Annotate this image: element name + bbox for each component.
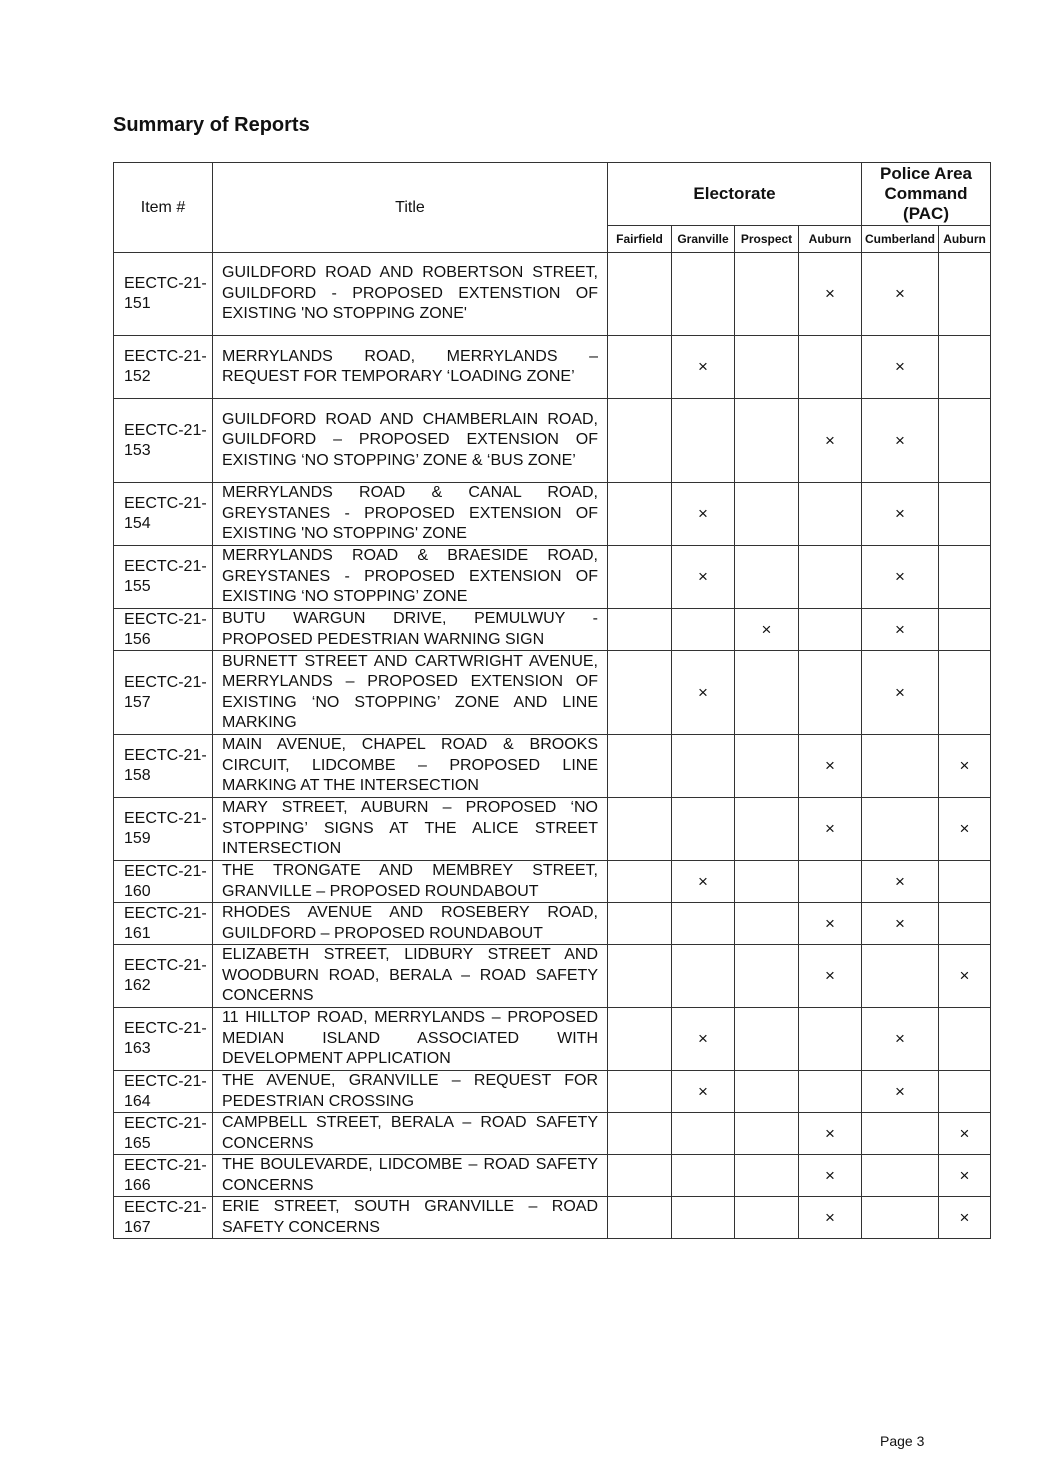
mark-cell <box>608 1113 672 1155</box>
mark-cell <box>862 798 939 861</box>
mark-cell <box>862 945 939 1008</box>
pac-header: Police Area Command (PAC) <box>862 163 991 226</box>
cross-mark-icon: × <box>895 567 905 586</box>
cross-mark-icon: × <box>698 682 708 702</box>
mark-cell <box>939 861 991 903</box>
table-row <box>114 1197 991 1239</box>
cross-mark-icon: × <box>825 1123 835 1143</box>
column-header-auburn-electorate: Auburn <box>799 226 862 253</box>
table-row <box>114 1071 991 1113</box>
mark-cell <box>862 253 939 336</box>
mark-cell <box>608 609 672 651</box>
report-title: BURNETT STREET AND CARTWRIGHT AVENUE, MERRYLANDS – PROPOSED EXTENSION OF EXISTING ‘NO STOPPING’ ZONE AND LINE MARKING <box>213 651 608 735</box>
report-title: MERRYLANDS ROAD, MERRYLANDS – REQUEST FOR TEMPORARY ‘LOADING ZONE’ <box>213 336 608 399</box>
mark-cell <box>799 1071 862 1113</box>
mark-cell <box>735 651 799 735</box>
mark-cell <box>939 651 991 735</box>
item-number: EECTC-21-157 <box>114 651 213 735</box>
cross-mark-icon: × <box>895 504 905 523</box>
table-row <box>114 945 991 1008</box>
table-row <box>114 399 991 483</box>
mark-cell <box>862 1113 939 1155</box>
cross-mark-icon: × <box>698 1029 708 1048</box>
mark-cell <box>608 903 672 945</box>
mark-cell <box>608 945 672 1008</box>
item-number: EECTC-21-162 <box>114 945 213 1008</box>
column-header-granville: Granville <box>672 226 735 253</box>
mark-cell <box>735 609 799 651</box>
mark-cell <box>608 651 672 735</box>
item-number: EECTC-21-152 <box>114 336 213 399</box>
mark-cell <box>672 1071 735 1113</box>
mark-cell <box>672 546 735 609</box>
item-number: EECTC-21-154 <box>114 483 213 546</box>
mark-cell <box>799 609 862 651</box>
cross-mark-icon: × <box>761 619 772 639</box>
table-row <box>114 609 991 651</box>
electorate-header: Electorate <box>608 163 862 226</box>
column-header-fairfield: Fairfield <box>608 226 672 253</box>
mark-cell <box>799 945 862 1008</box>
table-row <box>114 1155 991 1197</box>
cross-mark-icon: × <box>895 871 905 891</box>
item-number: EECTC-21-151 <box>114 253 213 336</box>
mark-cell <box>799 903 862 945</box>
report-title: GUILDFORD ROAD AND ROBERTSON STREET, GUILDFORD - PROPOSED EXTENSTION OF EXISTING 'NO STOPPING ZONE' <box>213 253 608 336</box>
mark-cell <box>735 336 799 399</box>
table-row <box>114 1008 991 1071</box>
mark-cell <box>862 1071 939 1113</box>
cross-mark-icon: × <box>959 1123 970 1143</box>
table-body <box>114 253 991 1239</box>
item-header: Item # <box>114 163 213 253</box>
mark-cell <box>862 483 939 546</box>
item-number: EECTC-21-159 <box>114 798 213 861</box>
cross-mark-icon: × <box>698 567 708 586</box>
mark-cell <box>939 1113 991 1155</box>
cross-mark-icon: × <box>825 1207 835 1227</box>
mark-cell <box>939 609 991 651</box>
mark-cell <box>608 399 672 483</box>
cross-mark-icon: × <box>959 819 970 838</box>
mark-cell <box>939 546 991 609</box>
mark-cell <box>672 861 735 903</box>
mark-cell <box>799 651 862 735</box>
cross-mark-icon: × <box>698 1081 708 1101</box>
mark-cell <box>735 945 799 1008</box>
table-row <box>114 798 991 861</box>
mark-cell <box>608 483 672 546</box>
column-header-prospect: Prospect <box>735 226 799 253</box>
report-title: ELIZABETH STREET, LIDBURY STREET AND WOODBURN ROAD, BERALA – ROAD SAFETY CONCERNS <box>213 945 608 1008</box>
cross-mark-icon: × <box>895 619 905 639</box>
table-row <box>114 735 991 798</box>
item-number: EECTC-21-165 <box>114 1113 213 1155</box>
report-title: 11 HILLTOP ROAD, MERRYLANDS – PROPOSED MEDIAN ISLAND ASSOCIATED WITH DEVELOPMENT APPLICATION <box>213 1008 608 1071</box>
mark-cell <box>735 1155 799 1197</box>
mark-cell <box>608 1197 672 1239</box>
mark-cell <box>939 1197 991 1239</box>
mark-cell <box>799 1197 862 1239</box>
mark-cell <box>735 861 799 903</box>
table-row <box>114 546 991 609</box>
mark-cell <box>735 399 799 483</box>
mark-cell <box>799 861 862 903</box>
mark-cell <box>862 546 939 609</box>
mark-cell <box>862 399 939 483</box>
mark-cell <box>939 1071 991 1113</box>
mark-cell <box>799 253 862 336</box>
table-row <box>114 1113 991 1155</box>
item-number: EECTC-21-166 <box>114 1155 213 1197</box>
mark-cell <box>939 336 991 399</box>
table-row <box>114 903 991 945</box>
title-header: Title <box>213 163 608 253</box>
report-title: GUILDFORD ROAD AND CHAMBERLAIN ROAD, GUILDFORD – PROPOSED EXTENSION OF EXISTING ‘NO STOPPING’ ZONE & ‘BUS ZONE’ <box>213 399 608 483</box>
cross-mark-icon: × <box>698 357 708 376</box>
mark-cell <box>799 1155 862 1197</box>
mark-cell <box>939 903 991 945</box>
mark-cell <box>799 798 862 861</box>
mark-cell <box>672 798 735 861</box>
mark-cell <box>939 1155 991 1197</box>
mark-cell <box>799 483 862 546</box>
mark-cell <box>672 945 735 1008</box>
mark-cell <box>735 1197 799 1239</box>
cross-mark-icon: × <box>825 966 835 985</box>
mark-cell <box>672 399 735 483</box>
page-title: Summary of Reports <box>113 114 310 136</box>
mark-cell <box>939 253 991 336</box>
cross-mark-icon: × <box>895 682 905 702</box>
mark-cell <box>672 1008 735 1071</box>
item-number: EECTC-21-155 <box>114 546 213 609</box>
mark-cell <box>735 798 799 861</box>
mark-cell <box>799 336 862 399</box>
cross-mark-icon: × <box>698 504 708 523</box>
report-title: MAIN AVENUE, CHAPEL ROAD & BROOKS CIRCUIT, LIDCOMBE – PROPOSED LINE MARKING AT THE INTERSECTION <box>213 735 608 798</box>
column-header-auburn-pac: Auburn <box>939 226 991 253</box>
mark-cell <box>672 903 735 945</box>
mark-cell <box>672 336 735 399</box>
table-row <box>114 861 991 903</box>
cross-mark-icon: × <box>825 756 835 775</box>
table-row <box>114 651 991 735</box>
mark-cell <box>862 651 939 735</box>
item-number: EECTC-21-163 <box>114 1008 213 1071</box>
cross-mark-icon: × <box>895 357 905 376</box>
mark-cell <box>672 651 735 735</box>
mark-cell <box>735 1008 799 1071</box>
cross-mark-icon: × <box>825 430 835 450</box>
cross-mark-icon: × <box>959 1207 970 1227</box>
mark-cell <box>862 1155 939 1197</box>
mark-cell <box>608 1155 672 1197</box>
cross-mark-icon: × <box>825 1165 835 1185</box>
mark-cell <box>735 903 799 945</box>
item-number: EECTC-21-153 <box>114 399 213 483</box>
mark-cell <box>735 735 799 798</box>
mark-cell <box>608 1071 672 1113</box>
mark-cell <box>862 609 939 651</box>
cross-mark-icon: × <box>959 756 970 775</box>
report-title: MERRYLANDS ROAD & CANAL ROAD, GREYSTANES - PROPOSED EXTENSION OF EXISTING 'NO STOPPING' ZONE <box>213 483 608 546</box>
mark-cell <box>608 253 672 336</box>
cross-mark-icon: × <box>895 430 905 450</box>
mark-cell <box>799 735 862 798</box>
table-row <box>114 483 991 546</box>
mark-cell <box>608 735 672 798</box>
mark-cell <box>939 945 991 1008</box>
mark-cell <box>608 1008 672 1071</box>
mark-cell <box>672 1197 735 1239</box>
report-title: MARY STREET, AUBURN – PROPOSED ‘NO STOPPING’ SIGNS AT THE ALICE STREET INTERSECTION <box>213 798 608 861</box>
item-number: EECTC-21-167 <box>114 1197 213 1239</box>
mark-cell <box>608 336 672 399</box>
mark-cell <box>735 483 799 546</box>
item-number: EECTC-21-164 <box>114 1071 213 1113</box>
report-title: MERRYLANDS ROAD & BRAESIDE ROAD, GREYSTANES - PROPOSED EXTENSION OF EXISTING ‘NO STOPPING’ ZONE <box>213 546 608 609</box>
mark-cell <box>939 798 991 861</box>
mark-cell <box>862 903 939 945</box>
mark-cell <box>672 1113 735 1155</box>
mark-cell <box>735 546 799 609</box>
mark-cell <box>608 798 672 861</box>
mark-cell <box>939 483 991 546</box>
mark-cell <box>608 861 672 903</box>
mark-cell <box>735 1113 799 1155</box>
report-title: THE AVENUE, GRANVILLE – REQUEST FOR PEDESTRIAN CROSSING <box>213 1071 608 1113</box>
item-number: EECTC-21-160 <box>114 861 213 903</box>
cross-mark-icon: × <box>825 913 835 933</box>
mark-cell <box>672 483 735 546</box>
mark-cell <box>862 1197 939 1239</box>
column-header-cumberland: Cumberland <box>862 226 939 253</box>
report-title: RHODES AVENUE AND ROSEBERY ROAD, GUILDFORD – PROPOSED ROUNDABOUT <box>213 903 608 945</box>
mark-cell <box>862 735 939 798</box>
cross-mark-icon: × <box>895 913 905 933</box>
mark-cell <box>672 1155 735 1197</box>
cross-mark-icon: × <box>895 1081 905 1101</box>
mark-cell <box>799 1113 862 1155</box>
report-title: CAMPBELL STREET, BERALA – ROAD SAFETY CONCERNS <box>213 1113 608 1155</box>
mark-cell <box>939 1008 991 1071</box>
report-title: ERIE STREET, SOUTH GRANVILLE – ROAD SAFETY CONCERNS <box>213 1197 608 1239</box>
report-title: BUTU WARGUN DRIVE, PEMULWUY - PROPOSED PEDESTRIAN WARNING SIGN <box>213 609 608 651</box>
mark-cell <box>939 735 991 798</box>
cross-mark-icon: × <box>698 871 708 891</box>
mark-cell <box>672 735 735 798</box>
mark-cell <box>735 253 799 336</box>
summary-table <box>113 162 991 1239</box>
report-title: THE TRONGATE AND MEMBREY STREET, GRANVILLE – PROPOSED ROUNDABOUT <box>213 861 608 903</box>
mark-cell <box>799 1008 862 1071</box>
cross-mark-icon: × <box>895 1029 905 1048</box>
item-number: EECTC-21-158 <box>114 735 213 798</box>
mark-cell <box>862 336 939 399</box>
mark-cell <box>862 861 939 903</box>
mark-cell <box>672 609 735 651</box>
table-row <box>114 253 991 336</box>
cross-mark-icon: × <box>895 284 905 303</box>
report-title: THE BOULEVARDE, LIDCOMBE – ROAD SAFETY CONCERNS <box>213 1155 608 1197</box>
mark-cell <box>939 399 991 483</box>
mark-cell <box>608 546 672 609</box>
cross-mark-icon: × <box>825 819 835 838</box>
cross-mark-icon: × <box>825 284 835 303</box>
mark-cell <box>735 1071 799 1113</box>
cross-mark-icon: × <box>959 966 970 985</box>
mark-cell <box>799 546 862 609</box>
mark-cell <box>799 399 862 483</box>
cross-mark-icon: × <box>959 1165 970 1185</box>
page-number: Page 3 <box>880 1433 925 1449</box>
mark-cell <box>672 253 735 336</box>
mark-cell <box>862 1008 939 1071</box>
item-number: EECTC-21-161 <box>114 903 213 945</box>
table-row <box>114 336 991 399</box>
item-number: EECTC-21-156 <box>114 609 213 651</box>
